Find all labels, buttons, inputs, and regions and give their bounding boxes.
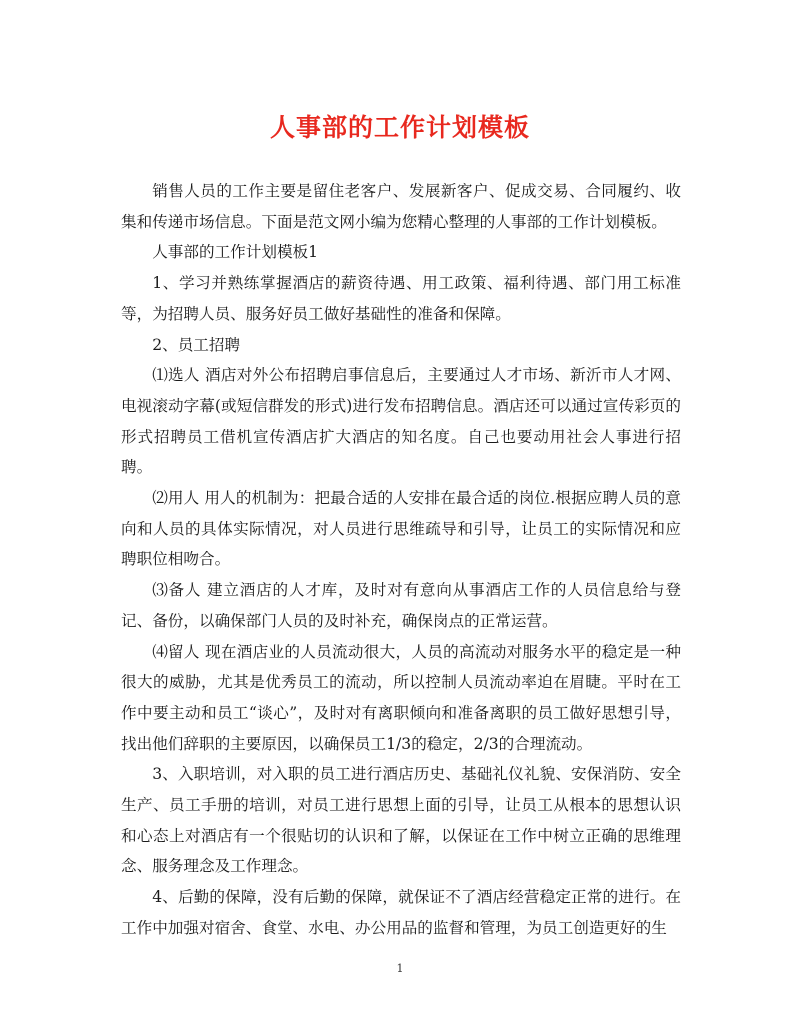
- paragraph-sub-retain: ⑷留人 现在酒店业的人员流动很大，人员的高流动对服务水平的稳定是一种很大的威胁，尤其是优秀员工的流动，所以控制人员流动率迫在眉睫。平时在工作中要主动和员工“谈心”，及时对有离职倾向和准备离职的员工做好思想引导，找出他们辞职的主要原因，以确保员工1/3的稳定，2/3的合理流动。: [121, 642, 681, 753]
- paragraph-item-2: 2、员工招聘: [152, 335, 241, 354]
- paragraph-item-3: 3、入职培训，对入职的员工进行酒店历史、基础礼仪礼貌、安保消防、安全生产、员工手册的培训，对员工进行思想上面的引导，让员工从根本的思想认识和心态上对酒店有一个很贴切的认识和了解，以保证在工作中树立正确的思维理念、服务理念及工作理念。: [121, 765, 681, 876]
- paragraph-intro: 销售人员的工作主要是留住老客户、发展新客户、促成交易、合同履约、收集和传递市场信息。下面是范文网小编为您精心整理的人事部的工作计划模板。: [121, 182, 681, 231]
- page-number: 1: [396, 962, 404, 975]
- body-text: [121, 176, 681, 944]
- paragraph-item-4: 4、后勤的保障，没有后勤的保障，就保证不了酒店经营稳定正常的进行。在工作中加强对宿舍、食堂、水电、办公用品的监督和管理，为员工创造更好的生: [121, 888, 681, 937]
- page-title: 人事部的工作计划模板: [269, 113, 530, 142]
- paragraph-item-1: 1、学习并熟练掌握酒店的薪资待遇、用工政策、福利待遇、部门用工标准等，为招聘人员、服务好员工做好基础性的准备和保障。: [121, 274, 681, 323]
- paragraph-sub-employ: ⑵用人 用人的机制为：把最合适的人安排在最合适的岗位.根据应聘人员的意向和人员的具体实际情况，对人员进行思维疏导和引导，让员工的实际情况和应聘职位相吻合。: [121, 489, 681, 569]
- paragraph-sub-select: ⑴选人 酒店对外公布招聘启事信息后，主要通过人才市场、新沂市人才网、电视滚动字幕(或短信群发的形式)进行发布招聘信息。酒店还可以通过宣传彩页的形式招聘员工借机宣传酒店扩大酒店的知名度。自己也要动用社会人事进行招聘。: [121, 366, 681, 477]
- paragraph-sub-reserve: ⑶备人 建立酒店的人才库，及时对有意向从事酒店工作的人员信息给与登记、备份，以确保部门人员的及时补充，确保岗点的正常运营。: [121, 581, 681, 630]
- paragraph-section-heading: 人事部的工作计划模板1: [152, 243, 319, 262]
